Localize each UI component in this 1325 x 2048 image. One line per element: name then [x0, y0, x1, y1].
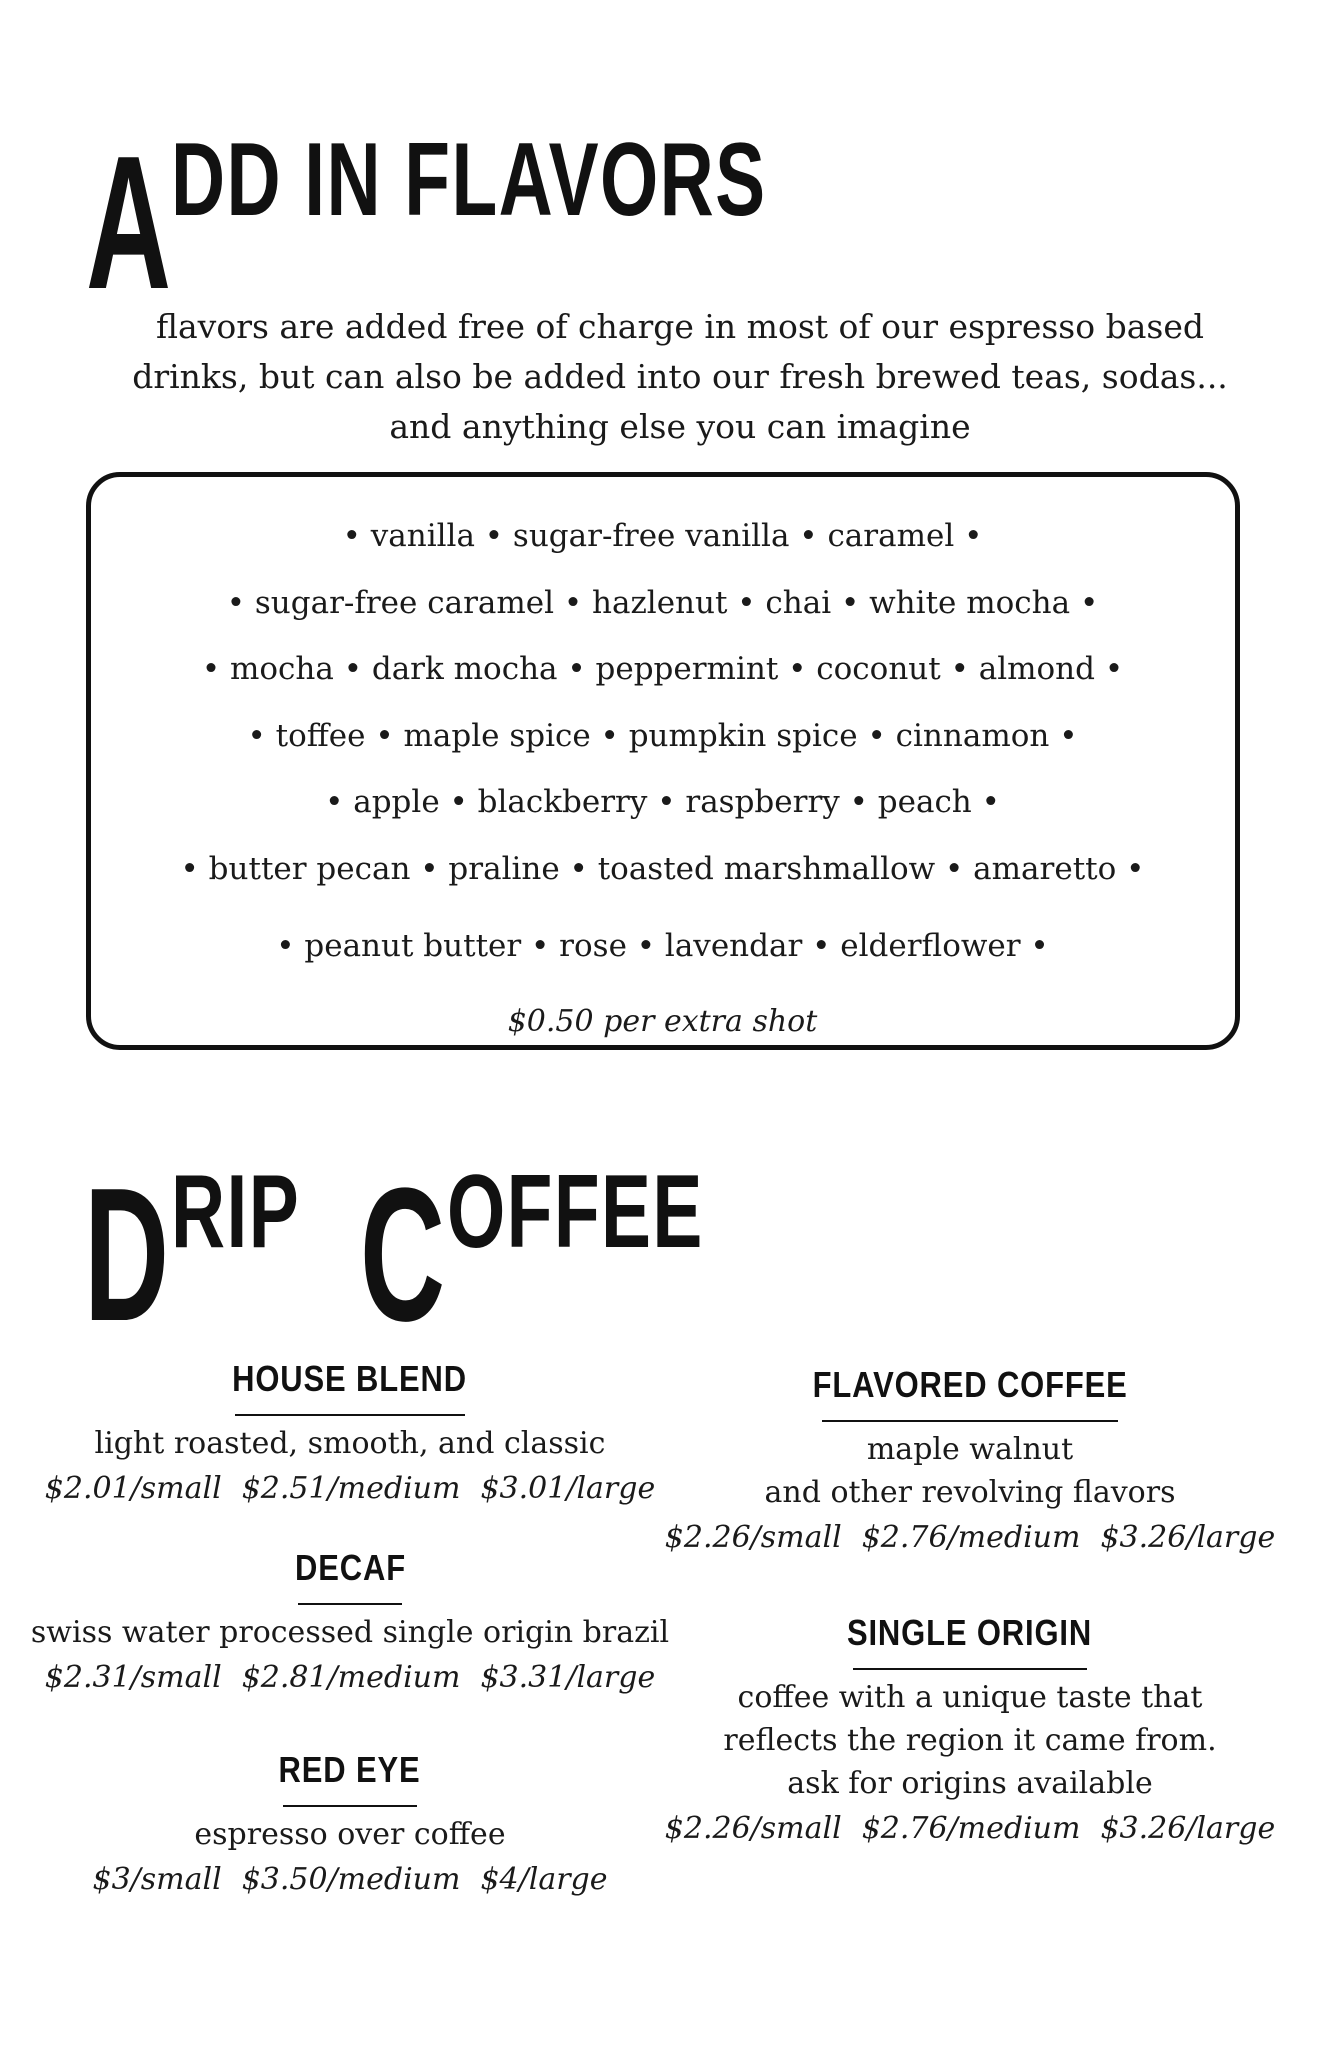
price-medium: $2.81/medium — [241, 1660, 461, 1695]
flavor-row: • mocha • dark mocha • peppermint • coconut • almond • — [201, 651, 1124, 687]
flavor-row: • toffee • maple spice • pumpkin spice • cinnamon • — [247, 718, 1078, 754]
item-description: light roasted, smooth, and classic — [94, 1426, 606, 1461]
item-description: espresso over coffee — [194, 1817, 506, 1852]
item-description: ask for origins available — [787, 1766, 1153, 1801]
item-prices — [30, 1465, 670, 1512]
price-medium: $2.76/medium — [861, 1811, 1081, 1846]
add-in-intro — [80, 302, 1280, 452]
price-small: $3/small — [92, 1862, 222, 1897]
heading-initial: D — [84, 1149, 167, 1361]
heading-rest: RIP — [171, 1154, 301, 1270]
price-large: $3.01/large — [480, 1471, 656, 1506]
extra-shot-price: $0.50 per extra shot — [507, 1004, 818, 1039]
flavor-row: • peanut butter • rose • lavendar • elderflower • — [276, 928, 1049, 964]
price-large: $3.26/large — [1100, 1811, 1276, 1846]
item-title: HOUSE BLEND — [232, 1358, 468, 1399]
menu-item-single-origin — [650, 1612, 1290, 1852]
item-description: maple walnut — [866, 1432, 1074, 1467]
flavor-row: • butter pecan • praline • toasted marshmallow • amaretto • — [180, 851, 1145, 887]
price-large: $4/large — [480, 1862, 608, 1897]
menu-item-flavored-coffee — [650, 1364, 1290, 1561]
title-underline — [822, 1420, 1118, 1422]
item-title: FLAVORED COFFEE — [812, 1364, 1128, 1405]
price-small: $2.26/small — [664, 1520, 842, 1555]
price-medium: $3.50/medium — [241, 1862, 461, 1897]
intro-line: flavors are added free of charge in most of our espresso based — [156, 307, 1204, 346]
price-small: $2.31/small — [44, 1660, 222, 1695]
add-in-flavors-heading — [86, 117, 998, 329]
menu-item-red-eye — [30, 1749, 670, 1903]
menu-item-house-blend — [30, 1358, 670, 1512]
item-title: RED EYE — [279, 1749, 421, 1790]
heading-initial: C — [360, 1149, 443, 1361]
flavor-row: • vanilla • sugar-free vanilla • caramel • — [342, 518, 983, 554]
item-description: and other revolving flavors — [764, 1475, 1176, 1510]
title-underline — [283, 1805, 417, 1807]
heading-rest: OFFEE — [447, 1154, 705, 1270]
item-title: DECAF — [294, 1547, 406, 1588]
flavor-row: • sugar-free caramel • hazlenut • chai • white mocha • — [226, 585, 1099, 621]
intro-line: and anything else you can imagine — [389, 407, 971, 446]
price-medium: $2.51/medium — [241, 1471, 461, 1506]
price-large: $3.26/large — [1100, 1520, 1276, 1555]
price-small: $2.26/small — [664, 1811, 842, 1846]
title-underline — [235, 1414, 465, 1416]
item-description: reflects the region it came from. — [723, 1723, 1217, 1758]
menu-item-decaf — [30, 1547, 670, 1701]
title-underline — [298, 1603, 402, 1605]
intro-line: drinks, but can also be added into our fresh brewed teas, sodas... — [132, 357, 1228, 396]
title-underline — [853, 1668, 1087, 1670]
item-prices — [650, 1514, 1290, 1561]
item-description: swiss water processed single origin brazil — [30, 1615, 670, 1650]
price-small: $2.01/small — [44, 1471, 222, 1506]
item-description: coffee with a unique taste that — [737, 1680, 1203, 1715]
price-large: $3.31/large — [480, 1660, 656, 1695]
drip-coffee-heading-2 — [360, 1149, 804, 1361]
item-prices — [30, 1856, 670, 1903]
item-prices — [30, 1654, 670, 1701]
flavor-row: • apple • blackberry • raspberry • peach • — [325, 784, 1000, 820]
heading-rest: DD IN FLAVORS — [171, 122, 767, 238]
item-prices — [650, 1805, 1290, 1852]
heading-initial: A — [86, 117, 169, 329]
price-medium: $2.76/medium — [861, 1520, 1081, 1555]
drip-coffee-heading — [84, 1149, 351, 1361]
item-title: SINGLE ORIGIN — [847, 1612, 1093, 1653]
